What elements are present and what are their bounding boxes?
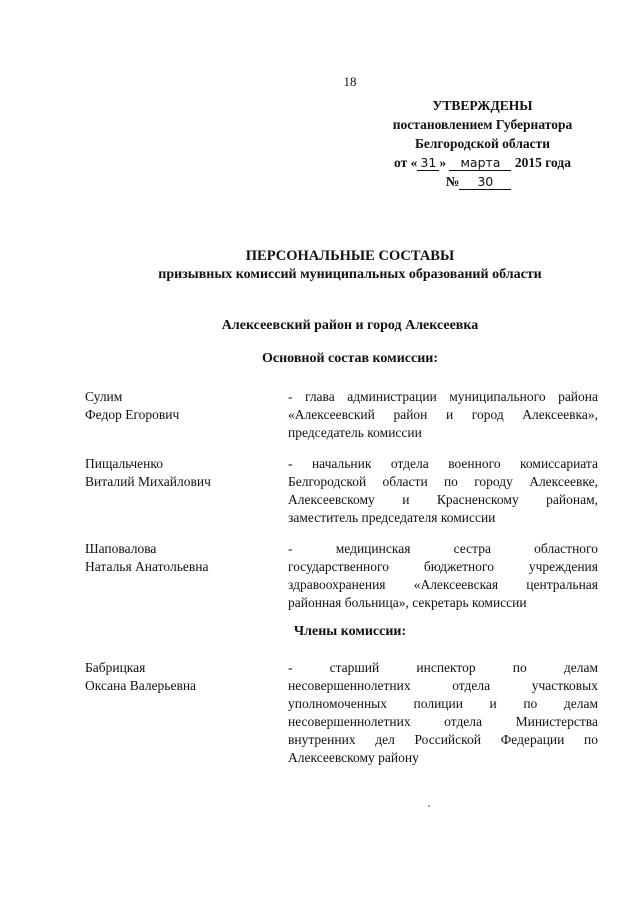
speck-mark (428, 805, 430, 807)
role-line: несовершеннолетних отдела Министерства (288, 714, 598, 729)
members-section-heading: Члены комиссии: (293, 624, 407, 639)
role-line: «Алексеевский район и город Алексеевка», (288, 407, 598, 422)
approval-number (360, 172, 605, 191)
date-month: марта (449, 156, 511, 171)
main-section-heading: Основной состав комиссии: (262, 351, 438, 366)
member-given-names: Федор Егорович (85, 407, 180, 422)
member-surname: Шаповалова (85, 541, 157, 556)
member-name (85, 455, 211, 491)
role-line: - начальник отдела военного комиссариата (288, 456, 598, 471)
member-name (85, 659, 196, 695)
number-value: 30 (459, 175, 511, 190)
document-subtitle: призывных комиссий муниципальных образований области (158, 267, 542, 282)
role-line: государственного бюджетного учреждения (288, 559, 598, 574)
member-given-names: Виталий Михайлович (85, 474, 211, 489)
approval-date (360, 153, 605, 172)
number-prefix: № (445, 174, 460, 189)
role-line: - глава администрации муниципального района (288, 389, 598, 404)
approval-title: УТВЕРЖДЕНЫ (432, 98, 533, 113)
role-line: здравоохранения «Алексеевская центральная (288, 577, 598, 592)
role-line: Белгородской области по городу Алексеевке, (288, 474, 598, 489)
role-line: председатель комиссии (288, 425, 422, 440)
member-role (288, 659, 598, 767)
role-line: уполномоченных полиции и по делам (288, 696, 598, 711)
role-line: Алексеевскому району (288, 750, 419, 765)
member-surname: Пищальченко (85, 456, 163, 471)
date-prefix: от « (394, 155, 418, 170)
member-name (85, 540, 208, 576)
member-surname: Бабрицкая (85, 660, 146, 675)
role-line: несовершеннолетних отдела участковых (288, 678, 598, 693)
role-line: - старший инспектор по делам (288, 660, 598, 675)
role-line: - медицинская сестра областного (288, 541, 598, 556)
member-surname: Сулим (85, 389, 123, 404)
member-role (288, 540, 598, 612)
member-role (288, 455, 598, 527)
district-heading: Алексеевский район и город Алексеевка (221, 318, 479, 333)
member-given-names: Наталья Анатольевна (85, 559, 209, 574)
member-role (288, 388, 598, 442)
role-line: районная больница», секретарь комиссии (288, 595, 527, 610)
member-name (85, 388, 179, 424)
role-line: Алексеевскому и Красненскому районам, (288, 492, 598, 507)
member-given-names: Оксана Валерьевна (85, 678, 197, 693)
approval-block (360, 96, 605, 191)
date-day: 31 (417, 156, 439, 171)
document-title: ПЕРСОНАЛЬНЫЕ СОСТАВЫ (245, 248, 455, 264)
approval-line-2: Белгородской области (414, 136, 551, 151)
date-mid: » (439, 155, 447, 170)
role-line: внутренних дел Российской Федерации по (288, 732, 598, 747)
approval-line-1: постановлением Губернатора (392, 117, 573, 132)
date-year: 2015 года (514, 155, 571, 170)
role-line: заместитель председателя комиссии (288, 510, 496, 525)
page-number: 18 (343, 74, 357, 89)
